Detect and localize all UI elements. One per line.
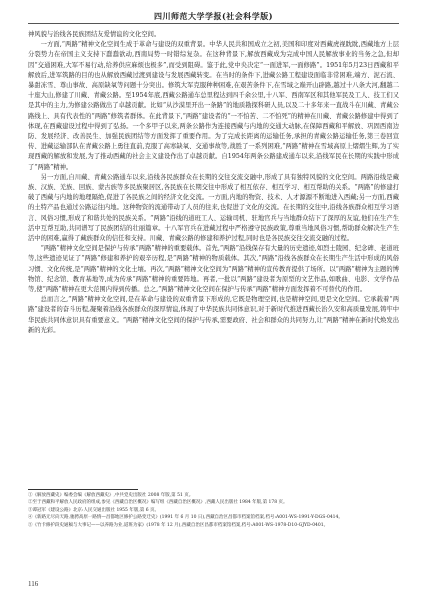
header-divider xyxy=(28,23,399,24)
footnotes xyxy=(28,492,399,552)
article-body xyxy=(28,30,399,450)
page-number: 116 xyxy=(28,580,39,588)
footnote: ④《新路无尽向天路,驰骋高原一路情—昌都地区修护公路变迁史》(1991 年 6 月 10 日),西藏自治区昌都市档案馆档案,档号:A001-WS-1991-Y-DGS-0414。 xyxy=(28,515,343,521)
body-paragraph: “两路”精神文化空间是保护与传承“两路”精神的重要载体。首先,“两路”沿线保存有大量的历史遗迹,如烈士陵园、纪念碑、老道班等,这些遗迹见证了“两路”修建和养护的艰辛历程,是“两路”精神的物质载体。其次,“两路”沿线各族群众在长期生产生活中形成的风俗习惯、文化传统,是“两路”精神的文化土壤。再次,“两路”精神文化空间为“两路”精神的宣传教育提供了场所。以“两路”精神为主题的博物馆、纪念馆、教育基地等,成为传承“两路”精神的重要阵地。再者,一批以“两路”建设者为原型的文艺作品,如歌曲、电影、文学作品等,使“两路”精神在更大范围内得到传播。总之,“两路”精神文化空间在保护与传承“两路”精神方面发挥着不可替代的作用。 xyxy=(28,245,399,294)
footnote: ②至于西藏和平解放人民政府的组成,参见《西藏自治区概况》编写组《西藏自治区概况》,西藏人民出版社 1984 年版,第 178 页。 xyxy=(28,500,288,506)
footnote: ①《解放西藏史》编委会编《解放西藏史》,中共党史出版社 2008 年版,第 51 页。 xyxy=(28,493,194,498)
footnote: ⑤《竹卡修护段史通稿与大事记——以养路为业,道班为家》(1978 年 12 月),西藏自治区昌都市档案馆档案,档号:A001-WS-1978-D10-GJYD-0401。 xyxy=(28,522,329,528)
journal-title: 四川师范大学学报(社会科学版) xyxy=(153,11,274,21)
body-paragraph: 一方面,“两路”精神文化空间生成于革命与建设的双重背景。中华人民共和国成立之初,美国和印度对西藏虎视眈眈,西藏地方上层分裂势力在帝国主义支持下蠢蠢欲动,西南局势一时错综复杂。在这种背景下,解放西藏成为完成中国人民解放事业的当务之急,但却因“交通困难,大军不易行动,给养供应麻烦也极多”,而受到阻碍。鉴于此,党中央决定“一面进军,一面修路”。1951年5月23日西藏和平解放后,进军筑路的目的也从解放西藏过渡到建设与发展西藏转变。在当时的条件下,进藏公路工程建设面临非常困难,端方、泥石流、暴甜冻雪、尊山事故、高原缺氧等问题十分突出。修筑大军克服种种困难,在艰苦条件下,在雪域之巅开山辟路,越过十八条大河,翻越二十座大山,修建了川藏、青藏公路。至1954年底,西藏公路通车总里程达到四千余公里,十八军、西南军区和其他军民及工人、技工们又是其中的主力,为修建公路做出了卓越贡献。比如“从沙漠里开出一条路”的地质勘探科研人员,以及二十多年来一直战斗在川藏、青藏公路线上、具有代表性的“两路”修筑者群体。在此背景下,“两路”建设者的“一不怕苦、二不怕死”的精神在川藏、青藏公路修建中得到了体现,在西藏建设过程中得到了弘扬。一个多甲子以来,两条公路作为连接西藏与内地的交通大动脉,在保障西藏和平解放、巩固西南边防、发展经济、改善民生、加强民族团结等方面发挥了重要作用。为了完成长距离的运输任务,承担的青藏公路运输任务,第三卷回宣传、进藏运输部队在青藏公路上勇往直前,克服了高寒缺氧、交通事故等,战胜了一系列困难,“两路”精神在雪域高原上熠熠生辉,为了实现西藏的解放和发展,为了推动西藏的社会主义建设作出了卓越贡献。自1954年两条公路建成通车以来,沿线军民在长期的实践中形成了“两路”精神。 xyxy=(28,41,399,171)
footnote-divider xyxy=(28,489,138,490)
body-paragraph: 另一方面,自川藏、青藏公路通车以来,沿线各民族群众在长期的交往交流交融中,形成了具有独特风貌的文化空间。两路沿线是藏族、汉族、羌族、回族、蒙古族等多民族聚居区,各民族在长期交往中形成了相互依存、相互学习、相互帮助的关系。“两路”的修建打破了西藏与内地的地理隔绝,促进了各民族之间的经济文化交流。一方面,内地的物资、技术、人才源源不断地进入西藏;另一方面,西藏的土特产品也通过公路运往内地。这种物资的流通带动了人员的往来,也促进了文化的交流。在长期的交往中,沿线各族群众相互学习语言、风俗习惯,形成了和谐共处的民族关系。“两路”沿线的道班工人、运输司机、驻地官兵与当地群众结下了深厚的友谊,他们在生产生活中互帮互助,共同谱写了民族团结的壮丽篇章。十八军官兵在进藏过程中严格遵守民族政策,尊重当地风俗习惯,帮助群众解决生产生活中的困难,赢得了藏族群众的信任和支持。川藏、青藏公路的修建和养护过程,同时也是各民族交往交流交融的过程。 xyxy=(28,173,399,243)
body-paragraph: 神风貌与治线各民族团结友爱情谊的文化空间。 xyxy=(28,31,161,38)
running-header xyxy=(0,0,427,30)
body-paragraph: 总而言之,“两路”精神文化空间,是在革命与建设的双重背景下形成的,它既是物理空间,也是精神空间,更是文化空间。它承载着“两路”建设者的奋斗历程,凝聚着沿线各族群众的深厚情谊,体现了中华民族共同体意识,对于新时代推进西藏长治久安和高质量发展,铸牢中华民族共同体意识具有重要意义。“两路”精神文化空间的保护与传承,需要政府、社会和群众的共同努力,让“两路”精神在新时代焕发出新的光彩。 xyxy=(28,296,399,334)
footnote: ③谭冠军《建设公路》北京:人民交通出版社 1955 年版,第 6 页。 xyxy=(28,507,159,513)
